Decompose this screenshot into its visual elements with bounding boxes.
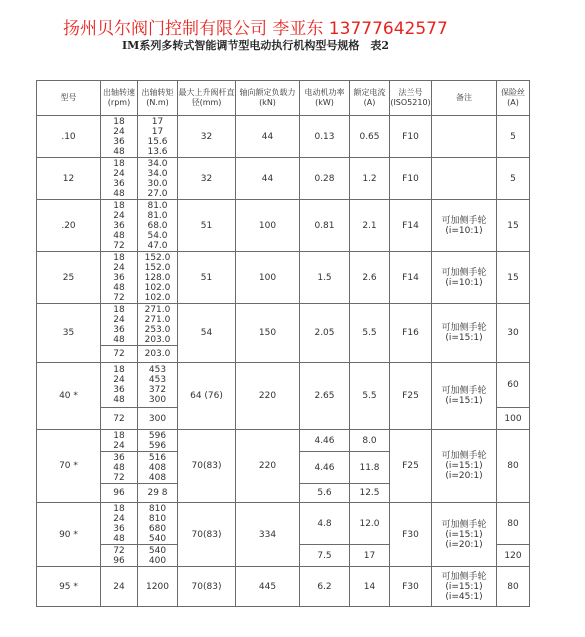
torque-cell: 1200 [138, 567, 178, 607]
current-cell: 14 [350, 567, 390, 607]
note-cell: 可加侧手轮 (i=15:1) [432, 363, 497, 430]
flange-cell: F25 [390, 430, 432, 503]
flange-cell: F10 [390, 116, 432, 158]
speed-cell: 18 24 36 48 [101, 363, 138, 408]
note-cell: 可加侧手轮 (i=15:1) (i=20:1) [432, 430, 497, 503]
fuse-cell: 80 [497, 503, 530, 545]
flange-cell: F16 [390, 304, 432, 363]
col-note: 备注 [432, 81, 497, 116]
flange-cell: F10 [390, 158, 432, 200]
fuse-cell: 5 [497, 116, 530, 158]
note-cell: 可加侧手轮 (i=15:1) (i=45:1) [432, 567, 497, 607]
model-cell: 35 [37, 304, 101, 363]
current-cell: 1.2 [350, 158, 390, 200]
thrust-cell: 100 [236, 200, 300, 252]
power-cell: 4.46 [300, 430, 350, 452]
speed-cell: 18 24 [101, 430, 138, 452]
flange-cell: F30 [390, 567, 432, 607]
fuse-cell: 100 [497, 408, 530, 430]
note-cell [432, 158, 497, 200]
fuse-cell: 120 [497, 545, 530, 567]
table-row [37, 304, 530, 346]
current-cell: 11.8 [350, 452, 390, 484]
speed-cell: 24 [101, 567, 138, 607]
diameter-cell: 70(83) [178, 430, 236, 503]
speed-cell: 18 24 36 48 [101, 503, 138, 545]
table-row [37, 200, 530, 252]
thrust-cell: 220 [236, 430, 300, 503]
note-cell [432, 116, 497, 158]
fuse-cell: 80 [497, 430, 530, 503]
model-cell: .20 [37, 200, 101, 252]
diameter-cell: 32 [178, 116, 236, 158]
model-cell: 25 [37, 252, 101, 304]
current-cell: 2.1 [350, 200, 390, 252]
speed-cell: 18 24 36 48 [101, 158, 138, 200]
fuse-cell: 15 [497, 200, 530, 252]
torque-cell: 516 408 408 [138, 452, 178, 484]
table-row [37, 116, 530, 158]
power-cell: 2.05 [300, 304, 350, 363]
speed-cell: 72 96 [101, 545, 138, 567]
torque-cell: 300 [138, 408, 178, 430]
col-power: 电动机功率(kW) [300, 81, 350, 116]
col-flange: 法兰号(ISO5210) [390, 81, 432, 116]
current-cell: 5.5 [350, 363, 390, 430]
fuse-cell: 30 [497, 304, 530, 363]
thrust-cell: 44 [236, 158, 300, 200]
col-thrust: 轴向额定负载力(kN) [236, 81, 300, 116]
speed-cell: 72 [101, 408, 138, 430]
flange-cell: F30 [390, 503, 432, 567]
power-cell: 6.2 [300, 567, 350, 607]
col-torque: 出轴转矩(N.m) [138, 81, 178, 116]
model-cell: 12 [37, 158, 101, 200]
diameter-cell: 70(83) [178, 567, 236, 607]
speed-cell: 18 24 36 48 72 [101, 200, 138, 252]
model-cell: 70 * [37, 430, 101, 503]
torque-cell: 203.0 [138, 346, 178, 363]
current-cell: 8.0 [350, 430, 390, 452]
current-cell: 12.5 [350, 484, 390, 503]
current-cell: 0.65 [350, 116, 390, 158]
diameter-cell: 64 (76) [178, 363, 236, 430]
table-row [37, 363, 530, 408]
fuse-cell: 80 [497, 567, 530, 607]
thrust-cell: 220 [236, 363, 300, 430]
col-speed: 出轴转速(rpm) [101, 81, 138, 116]
note-cell: 可加侧手轮 (i=15:1) (i=20:1) [432, 503, 497, 567]
fuse-cell: 5 [497, 158, 530, 200]
col-diameter: 最大上升阀杆直径(mm) [178, 81, 236, 116]
power-cell: 0.81 [300, 200, 350, 252]
diameter-cell: 32 [178, 158, 236, 200]
power-cell: 1.5 [300, 252, 350, 304]
header-row [37, 81, 530, 116]
flange-cell: F14 [390, 252, 432, 304]
note-cell: 可加侧手轮 (i=10:1) [432, 200, 497, 252]
flange-cell: F25 [390, 363, 432, 430]
diameter-cell: 54 [178, 304, 236, 363]
torque-cell: 540 400 [138, 545, 178, 567]
torque-cell: 271.0 271.0 253.0 203.0 [138, 304, 178, 346]
thrust-cell: 44 [236, 116, 300, 158]
spec-table [36, 80, 530, 607]
power-cell: 4.46 [300, 452, 350, 484]
table-title: IM系列多转式智能调节型电动执行机构型号规格 表2 [122, 39, 389, 52]
power-cell: 4.8 [300, 503, 350, 545]
model-cell: 95 * [37, 567, 101, 607]
power-cell: 0.13 [300, 116, 350, 158]
torque-cell: 34.0 34.0 30.0 27.0 [138, 158, 178, 200]
speed-cell: 96 [101, 484, 138, 503]
torque-cell: 81.0 81.0 68.0 54.0 47.0 [138, 200, 178, 252]
power-cell: 2.65 [300, 363, 350, 430]
fuse-cell: 60 [497, 363, 530, 408]
thrust-cell: 334 [236, 503, 300, 567]
diameter-cell: 70(83) [178, 503, 236, 567]
thrust-cell: 150 [236, 304, 300, 363]
table-row [37, 430, 530, 452]
flange-cell: F14 [390, 200, 432, 252]
note-cell: 可加侧手轮 (i=10:1) [432, 252, 497, 304]
speed-cell: 18 24 36 48 [101, 116, 138, 158]
torque-cell: 453 453 372 300 [138, 363, 178, 408]
torque-cell: 152.0 152.0 128.0 102.0 102.0 [138, 252, 178, 304]
torque-cell: 596 596 [138, 430, 178, 452]
thrust-cell: 100 [236, 252, 300, 304]
current-cell: 5.5 [350, 304, 390, 363]
table-row [37, 503, 530, 545]
current-cell: 2.6 [350, 252, 390, 304]
model-cell: 90 * [37, 503, 101, 567]
model-cell: .10 [37, 116, 101, 158]
speed-cell: 18 24 36 48 [101, 304, 138, 346]
company-header: 扬州贝尔阀门控制有限公司 李亚东 13777642577 [63, 19, 448, 39]
thrust-cell: 445 [236, 567, 300, 607]
power-cell: 0.28 [300, 158, 350, 200]
fuse-cell: 15 [497, 252, 530, 304]
current-cell: 12.0 [350, 503, 390, 545]
col-current: 额定电流(A) [350, 81, 390, 116]
power-cell: 7.5 [300, 545, 350, 567]
torque-cell: 810 810 680 540 [138, 503, 178, 545]
diameter-cell: 51 [178, 200, 236, 252]
power-cell: 5.6 [300, 484, 350, 503]
col-fuse: 保险丝(A) [497, 81, 530, 116]
table-row [37, 567, 530, 607]
torque-cell: 29 8 [138, 484, 178, 503]
table-row [37, 252, 530, 304]
speed-cell: 18 24 36 48 72 [101, 252, 138, 304]
table-row [37, 158, 530, 200]
col-model: 型号 [37, 81, 101, 116]
model-cell: 40 * [37, 363, 101, 430]
diameter-cell: 51 [178, 252, 236, 304]
speed-cell: 72 [101, 346, 138, 363]
current-cell: 17 [350, 545, 390, 567]
note-cell: 可加侧手轮 (i=15:1) [432, 304, 497, 363]
torque-cell: 17 17 15.6 13.6 [138, 116, 178, 158]
speed-cell: 36 48 72 [101, 452, 138, 484]
